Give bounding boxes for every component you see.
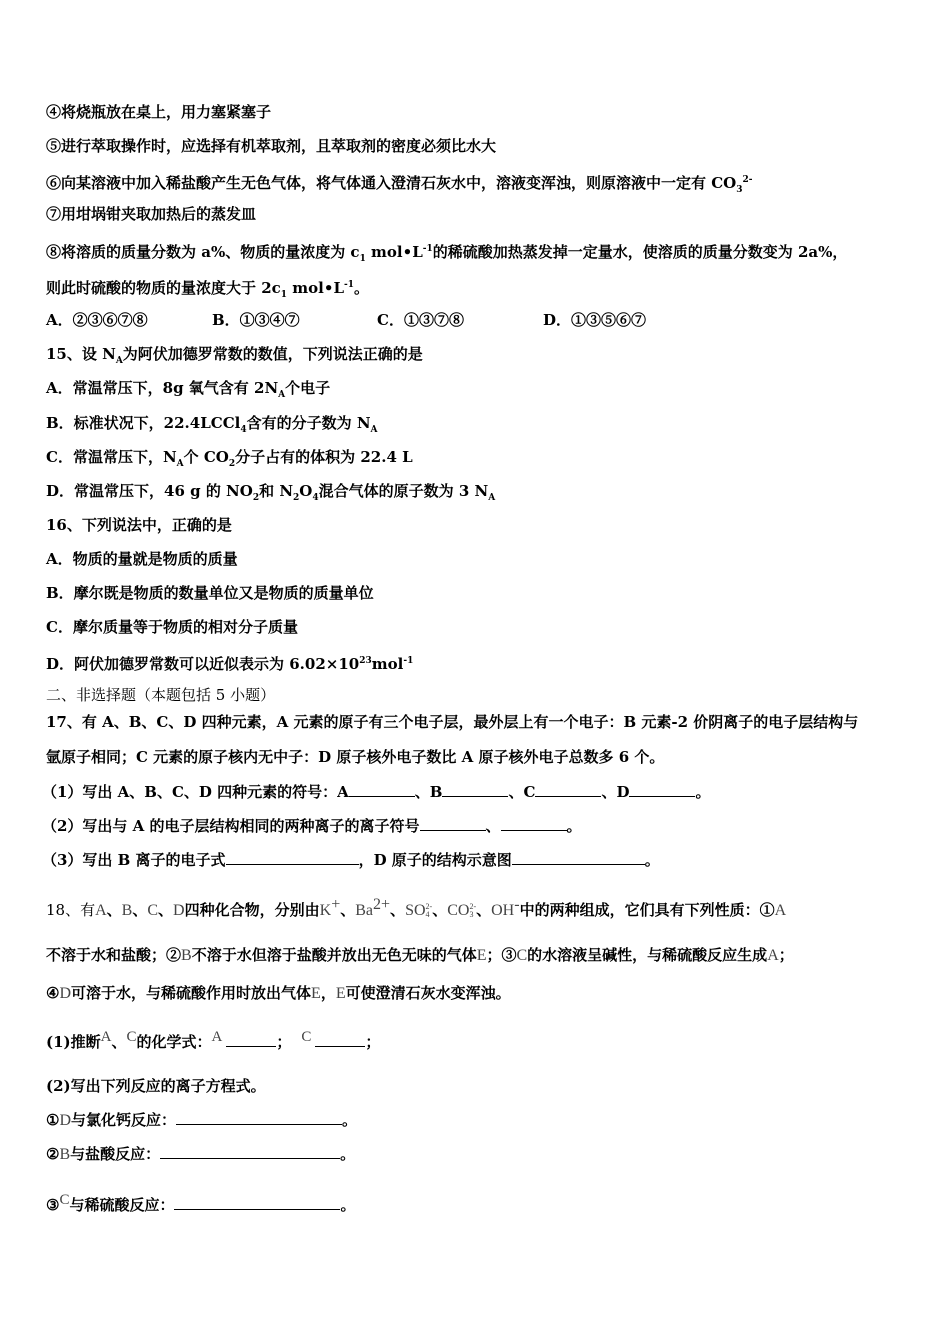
q16-option-a[interactable] [46,549,238,569]
q18-line1 [46,895,786,921]
item-5-text: ⑤进行萃取操作时，应选择有机萃取剂，且萃取剂的密度必须比水大 [46,137,497,155]
q15-a-text: A．常温常压下，8g 氧气含有 2N [46,379,279,397]
q16-a-text: A．物质的量就是物质的质量 [46,550,238,568]
q18-reaction-3 [46,1190,356,1215]
q17-blank-ion1[interactable] [420,816,486,831]
q18-p1-s: 、 [111,1033,127,1051]
q18-p2-text: (2)写出下列反应的离子方程式。 [46,1077,266,1095]
q17-p2-text: （2）写出与 A 的电子层结构相同的两种离子的离子符号 [42,817,420,835]
section-2-text: 二、非选择题（本题包括 5 小题） [46,686,276,704]
q18-ion-so-sup: 2- [425,902,433,911]
q16-c-text: C．摩尔质量等于物质的相对分子质量 [46,618,298,636]
q14-option-b[interactable]: B．①③④⑦ [212,311,300,329]
q18-p1-semi: ； [276,1033,292,1051]
q18-r1-a: ① [46,1111,60,1129]
q17-p1-c: 、C [508,783,536,801]
item-8-sub-b: 1 [280,290,288,300]
q18-l1-s6: 、 [432,901,448,919]
item-6-text: ⑥向某溶液中加入稀盐酸产生无色气体，将气体通入澄清石灰水中，溶液变浑浊，则原溶液中一定有 CO [46,174,737,192]
q18-l3-a: ④ [46,984,60,1002]
q16-option-b[interactable] [46,583,374,603]
item-7 [46,204,256,224]
q18-l1-a: 18、有 [46,901,96,919]
item-7-text: ⑦用坩埚钳夹取加热后的蒸发皿 [46,205,257,223]
q17-part3 [42,850,660,870]
item-8-sup-b: -1 [344,280,354,290]
q18-p1-a: (1)推断 [46,1033,101,1051]
q17-p1-end: 。 [695,783,711,801]
q17-blank-c[interactable] [535,782,601,797]
q18-r1-D: D [59,1112,72,1129]
item-5 [46,136,496,156]
q15-c-sub2: 2 [228,459,236,469]
q18-r2-B: B [59,1146,71,1163]
q18-l1-c: 中的两种组成，它们具有下列性质：① [519,901,775,919]
item-8-text-a2: 的稀硫酸加热蒸发掉一定量水，使溶质的质量分数变为 2a%， [432,243,848,261]
item-8-sup-a: -1 [422,244,433,254]
q15-b-sub: 4 [240,425,247,435]
q14-option-c[interactable]: C．①③⑦⑧ [377,311,464,329]
q18-l1-s5: 、 [390,901,406,919]
q18-ion-k: K [319,902,332,919]
q17-p1-d: 、D [601,783,630,801]
q17-blank-structure[interactable] [512,850,645,865]
q18-r3-end: 。 [340,1196,356,1214]
q18-p1-C: C [126,1029,137,1045]
item-8-sub-a: 1 [359,254,366,264]
q15-a-sub: A [278,390,286,400]
q16-stem [46,515,232,535]
q18-l1-s1: 、 [106,901,122,919]
q18-l2-A: A [767,947,779,964]
q18-ion-oh: OH [491,902,515,919]
q18-ion-so-sub: 4 [425,910,430,919]
q18-l2-b: 不溶于水但溶于盐酸并放出无色无味的气体 [191,946,477,964]
q15-c-text3: 分子占有的体积为 22.4 L [235,448,413,466]
q18-ion-ba-sup: 2+ [373,896,391,913]
q18-ion-so: SO [405,902,426,919]
q18-l2-c: ；③ [486,946,517,964]
q15-option-b[interactable] [46,413,378,440]
q18-line2 [46,945,794,966]
q18-l2-e: ； [778,946,794,964]
q18-r1-b: 与氯化钙反应： [71,1111,177,1129]
q18-part1 [46,1027,380,1052]
q18-r3-b: 与稀硫酸反应： [69,1196,175,1214]
q17-p3-mid: ，D 原子的结构示意图 [358,851,512,869]
q15-stem-text2: 为阿伏加德罗常数的数值，下列说法正确的是 [122,345,423,363]
q17-blank-electron[interactable] [226,850,359,865]
q17-blank-a[interactable] [349,782,415,797]
q17-line2 [46,747,664,767]
q17-blank-b[interactable] [442,782,508,797]
q18-p1-b: 的化学式： [136,1033,212,1051]
q18-ion-k-sup: + [331,896,341,913]
q17-p3-text: （3）写出 B 离子的电子式 [42,851,226,869]
q18-l2-a: 不溶于水和盐酸；② [46,946,182,964]
q18-p1-A2: A [211,1029,223,1045]
q17-p1-text: （1）写出 A、B、C、D 四种元素的符号：A [42,783,349,801]
q18-l1-A: A [95,902,107,919]
q15-b-sub2: A [370,425,378,435]
q15-stem [46,344,423,371]
q15-d-text4: 混合气体的原子数为 3 N [318,482,489,500]
q18-l3-c: ， [320,984,336,1002]
item-6 [46,170,753,200]
item-8-text-a: ⑧将溶质的质量分数为 a%、物质的量浓度为 c [46,243,360,261]
q16-d-sup: 23 [359,656,372,666]
q18-reaction-2 [46,1144,355,1165]
q18-l2-E: E [476,947,487,964]
q18-r1-end: 。 [342,1111,358,1129]
q15-d-sub: 2 [252,493,260,503]
q17-blank-ion2[interactable] [501,816,567,831]
q15-option-d[interactable] [46,481,495,508]
q18-l3-E: E [311,985,321,1002]
q16-stem-text: 16、下列说法中，正确的是 [46,516,232,534]
q15-d-text: D．常温常压下，46 g 的 NO [46,482,253,500]
q18-l2-C: C [516,947,528,964]
q15-a-text2: 个电子 [285,379,331,397]
q16-d-text: D．阿伏加德罗常数可以近似表示为 6.02×10 [46,655,360,673]
q18-l1-s7: 、 [476,901,492,919]
q18-r2-end: 。 [340,1145,356,1163]
q18-l3-b: 可溶于水，与稀硫酸作用时放出气体 [71,984,312,1002]
q15-c-text2: 个 CO [183,448,229,466]
q17-p1-b: 、B [414,783,443,801]
q15-d-sub3: 4 [312,493,319,503]
q17-part2 [42,816,582,836]
q16-d-sup2: -1 [403,656,414,666]
q17-part1 [42,782,710,802]
q15-d-sub2: 2 [293,493,300,503]
q18-l3-D: D [59,985,72,1002]
q18-ion-ba: Ba [355,902,374,919]
q18-line3 [46,983,511,1004]
q18-p1-C2: C [301,1029,312,1045]
item-8-line2 [46,275,369,305]
q17-p2-sep: 、 [485,817,501,835]
item-4-text: ④将烧瓶放在桌上，用力塞紧塞子 [46,103,272,121]
q17-blank-d[interactable] [629,782,695,797]
q18-l1-A2: A [774,902,787,919]
q18-l1-D: D [173,902,185,919]
q18-l1-s2: 、 [132,901,148,919]
q15-c-sub: A [176,459,184,469]
q14-option-d[interactable]: D．①③⑤⑥⑦ [543,311,647,329]
q18-l2-B: B [181,947,192,964]
q18-part2 [46,1076,266,1096]
q18-ion-oh-sup: - [514,896,520,913]
q18-l1-s4: 、 [340,901,356,919]
q18-p1-A: A [100,1029,112,1045]
q18-blank-C[interactable] [315,1032,365,1047]
section-2-heading [46,685,275,705]
item-8-unit-b: mol•L [287,279,344,297]
q17-p2-end: 。 [566,817,582,835]
item-8-unit-a: mol•L [365,243,423,261]
q16-option-d[interactable] [46,651,413,674]
q18-blank-r3[interactable] [174,1195,340,1210]
q17-text-1: 17、有 A、B、C、D 四种元素，A 元素的原子有三个电子层，最外层上有一个电子：B 元素-2 价阴离子的电子层结构与 [46,713,859,731]
q15-d-sub4: A [488,493,496,503]
q17-p3-end: 。 [644,851,660,869]
q18-l2-d: 的水溶液呈碱性，与稀硫酸反应生成 [527,946,768,964]
q18-l1-s3: 、 [158,901,174,919]
q15-b-text: B．标准状况下，22.4LCCl [46,414,241,432]
item-8-text-b: 则此时硫酸的物质的量浓度大于 2c [46,279,281,297]
q15-stem-text: 15、设 N [46,345,116,363]
q15-d-text2: 和 N [259,482,294,500]
q18-l1-C: C [147,902,159,919]
q18-r3-a: ③ [46,1196,60,1214]
q18-l3-d: 可使澄清石灰水变浑浊。 [345,984,511,1002]
item-6-sup: 2- [742,175,753,185]
item-8-text-b2: 。 [354,279,370,297]
q18-ion-co-sup: 2- [469,902,477,911]
q18-r2-a: ② [46,1145,60,1163]
q17-text-2: 氩原子相同；C 元素的原子核内无中子：D 原子核外电子数比 A 原子核外电子总数多 6 个。 [46,748,665,766]
item-4 [46,102,271,122]
q15-b-text2: 含有的分子数为 N [246,414,371,432]
q18-ion-co-sub: 3 [469,910,474,919]
q14-option-a[interactable]: A．②③⑥⑦⑧ [46,311,148,329]
q15-c-text: C．常温常压下，N [46,448,177,466]
q18-r3-C: C [59,1192,70,1208]
q15-option-a[interactable] [46,378,330,405]
q18-l3-E2: E [335,985,346,1002]
q15-stem-sub: A [115,356,123,366]
q18-blank-r2[interactable] [160,1144,340,1159]
item-8-line1 [46,239,847,269]
q18-blank-r1[interactable] [176,1110,342,1125]
q18-p1-semi2: ； [365,1033,381,1051]
q18-reaction-1 [46,1110,357,1131]
q18-r2-b: 与盐酸反应： [70,1145,161,1163]
q16-option-c[interactable] [46,617,298,637]
q18-l1-b: 四种化合物，分别由 [184,901,320,919]
q16-d-unit: mol [371,655,404,673]
q16-b-text: B．摩尔既是物质的数量单位又是物质的质量单位 [46,584,374,602]
q15-d-text3: O [299,482,313,500]
q17-line1 [46,712,858,732]
item-6-sub: 3 [736,185,743,195]
q18-blank-A[interactable] [226,1032,276,1047]
q18-ion-co: CO [447,902,470,919]
q18-l1-B: B [121,902,133,919]
q15-option-c[interactable] [46,447,413,474]
